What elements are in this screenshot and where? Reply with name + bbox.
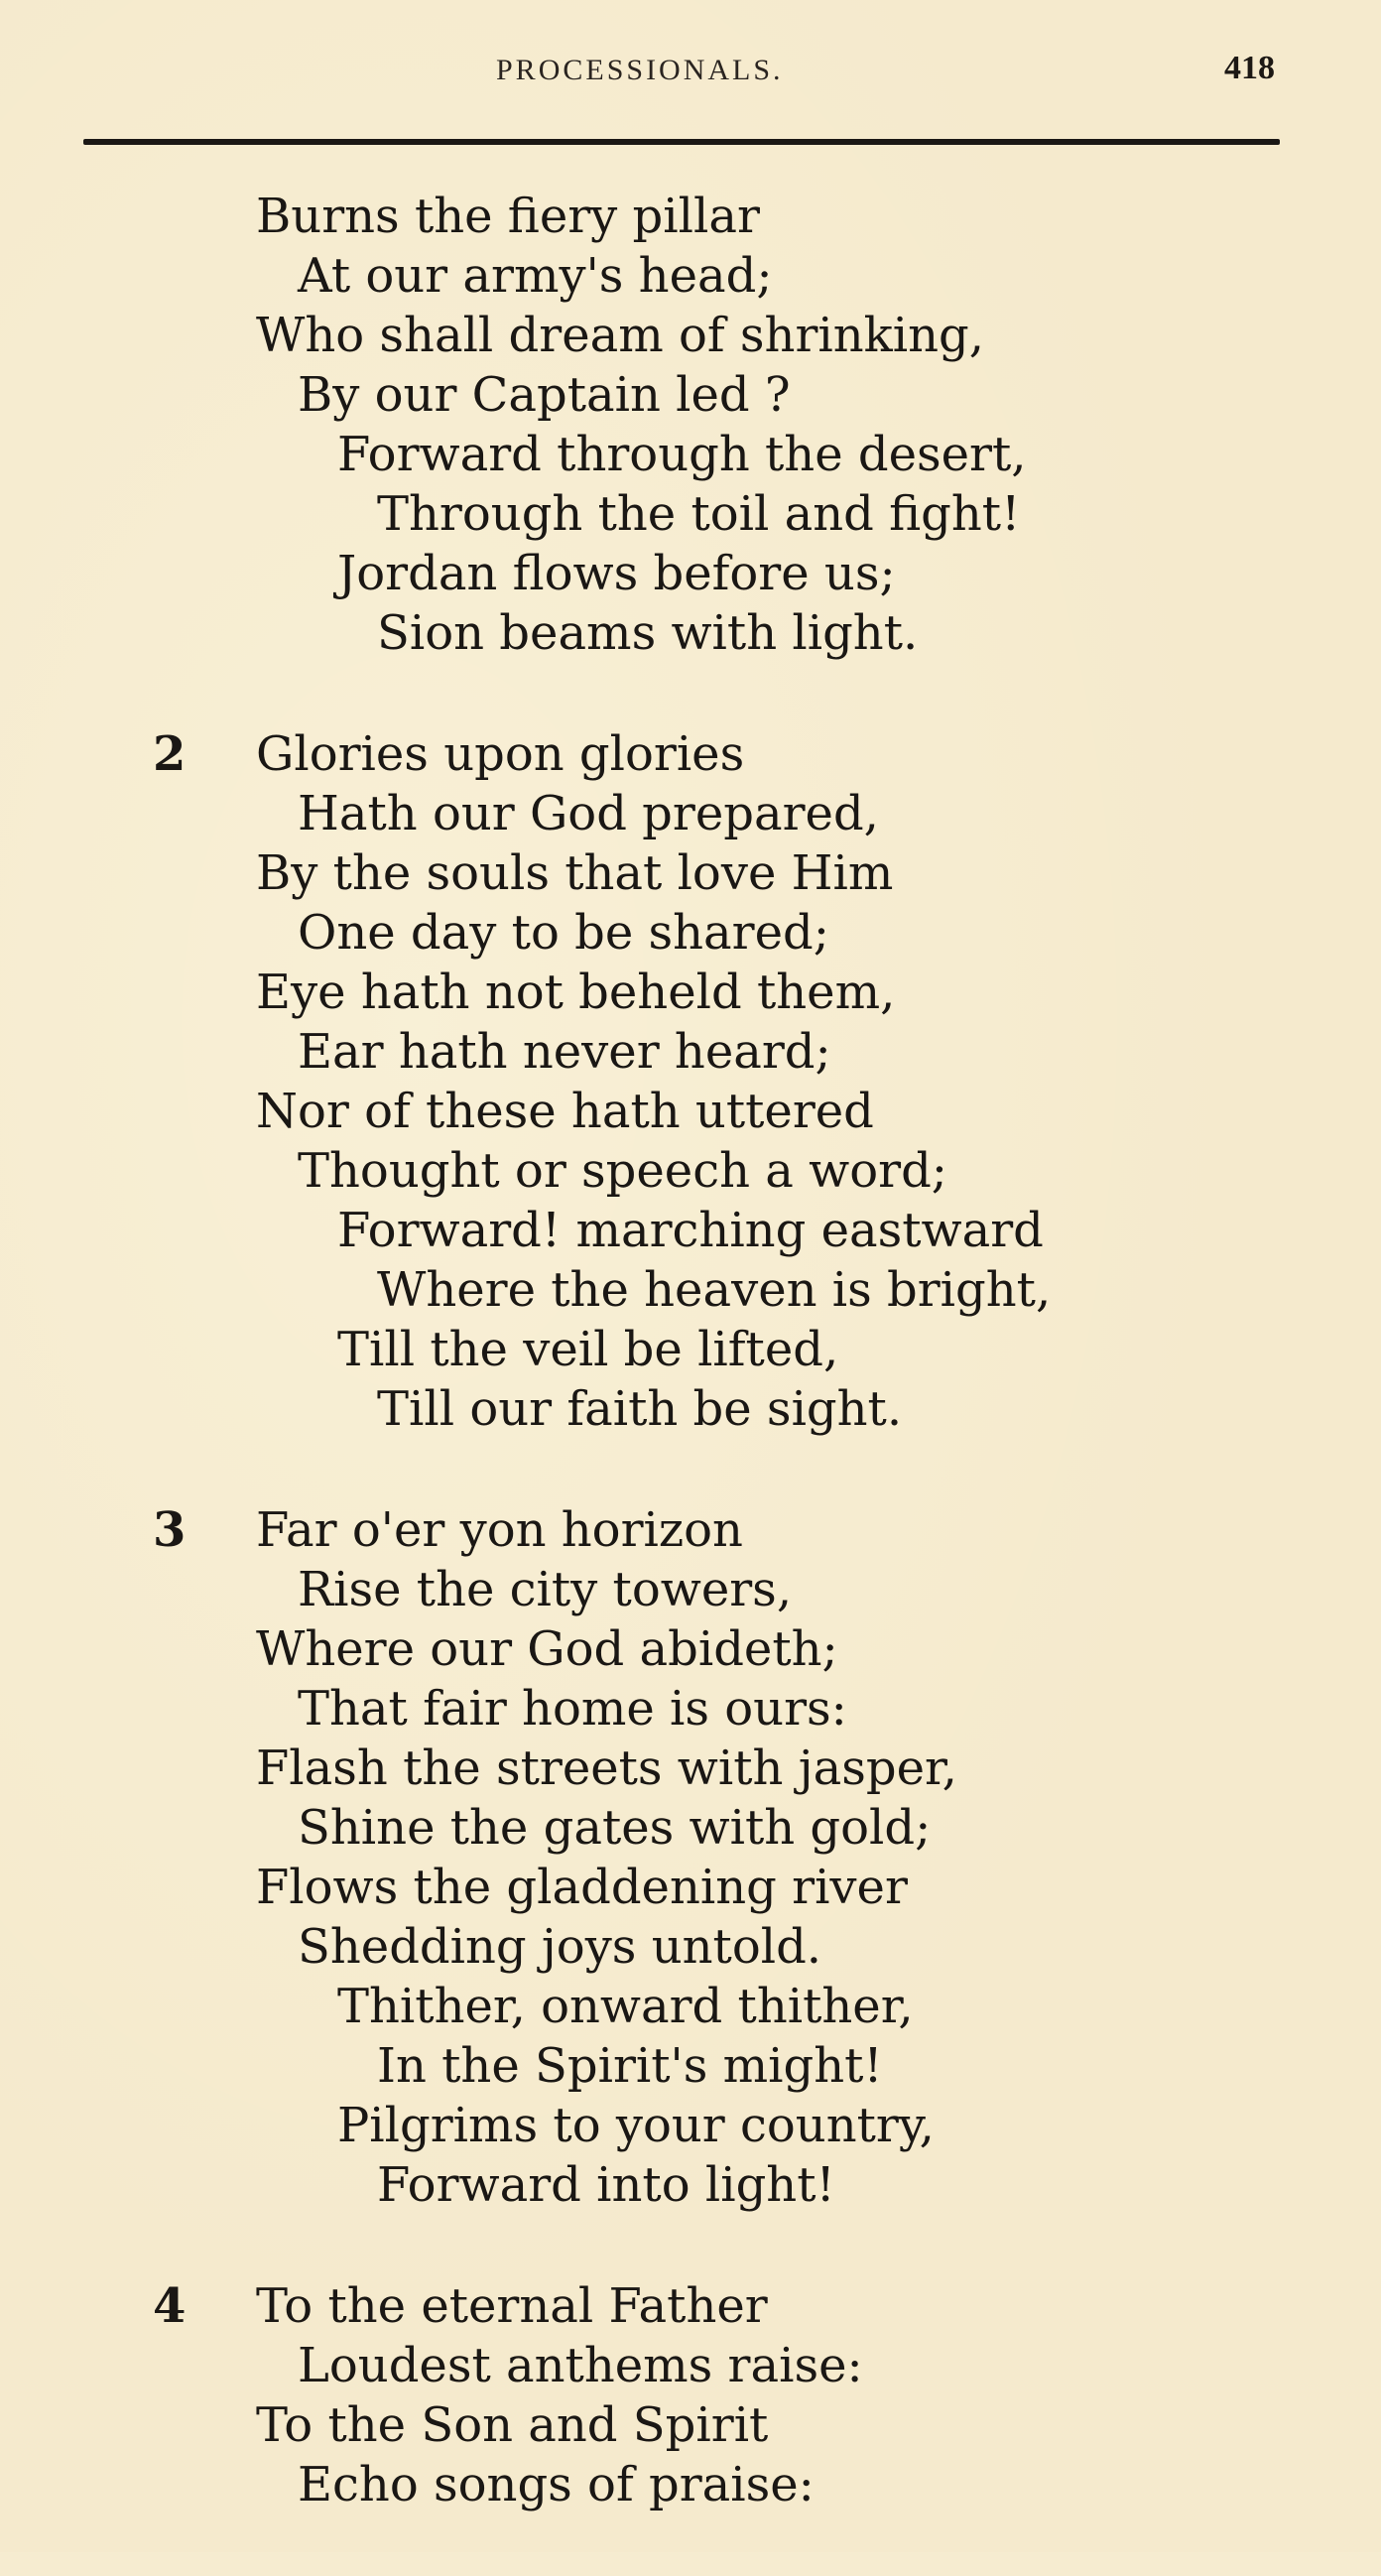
verse-line: Sion beams with light. [377, 605, 919, 661]
verse-line: At our army's head; [298, 248, 773, 304]
stanza-3 [153, 1500, 1191, 2215]
verse-line: Ear hath never heard; [298, 1024, 831, 1080]
verse-line: Till our faith be sight. [377, 1381, 903, 1437]
verse-line: Loudest anthems raise: [298, 2338, 863, 2393]
verse-line: Forward through the desert, [337, 427, 1027, 482]
verse-line: Where the heaven is bright, [377, 1262, 1052, 1318]
verse-line: That fair home is ours: [298, 1681, 847, 1737]
verse-line: By our Captain led ? [298, 367, 791, 423]
header-rule [83, 139, 1280, 145]
verse-line [153, 1500, 1191, 1560]
verse-line-text: Far o'er yon horizon [256, 1502, 743, 1558]
verse-line: Flash the streets with jasper, [256, 1740, 957, 1796]
verse-line [153, 724, 1191, 784]
verse-line: In the Spirit's might! [377, 2038, 883, 2094]
verse-line: Eye hath not beheld them, [256, 965, 896, 1020]
verse-line: Jordan flows before us; [337, 546, 896, 601]
verse-line: Forward! marching eastward [337, 1203, 1044, 1258]
verse-line: To the Son and Spirit [256, 2397, 769, 2453]
hymn-text [153, 187, 1191, 2576]
verse-line: Burns the fiery pillar [256, 189, 760, 244]
stanza-2 [153, 724, 1191, 1439]
verse-line [153, 2276, 1191, 2336]
verse-line: Forward into light! [377, 2157, 835, 2213]
verse-line: Till the veil be lifted, [337, 1322, 839, 1377]
verse-line: Shine the gates with gold; [298, 1800, 932, 1856]
verse-line: Echo songs of praise: [298, 2457, 815, 2512]
verse-line: Pilgrims to your country, [337, 2098, 935, 2153]
stanza-number: 4 [153, 2278, 187, 2334]
verse-line-text: Glories upon glories [256, 726, 745, 782]
running-head: PROCESSIONALS. [496, 54, 784, 86]
stanza-4 [153, 2276, 1191, 2514]
verse-line-text: To the eternal Father [256, 2278, 768, 2334]
verse-line: By the souls that love Him [256, 845, 894, 901]
verse-line: Rise the city towers, [298, 1562, 793, 1617]
stanza-number: 3 [153, 1502, 187, 1558]
verse-line: Nor of these hath uttered [256, 1084, 874, 1139]
verse-line: Thought or speech a word; [298, 1143, 947, 1199]
verse-line: One day to be shared; [298, 905, 829, 961]
verse-line: Thither, onward thither, [337, 1979, 914, 2034]
verse-line: Through the toil and fight! [377, 486, 1021, 542]
page-number: 418 [1224, 50, 1275, 86]
verse-line: Shedding joys untold. [298, 1919, 822, 1975]
verse-line: Where our God abideth; [256, 1621, 838, 1677]
stanza-1 [198, 187, 1191, 663]
stanza-number: 2 [153, 726, 187, 782]
verse-line: Flows the gladdening river [256, 1860, 908, 1915]
verse-line: Who shall dream of shrinking, [256, 308, 985, 363]
verse-line: Hath our God prepared, [298, 786, 879, 841]
